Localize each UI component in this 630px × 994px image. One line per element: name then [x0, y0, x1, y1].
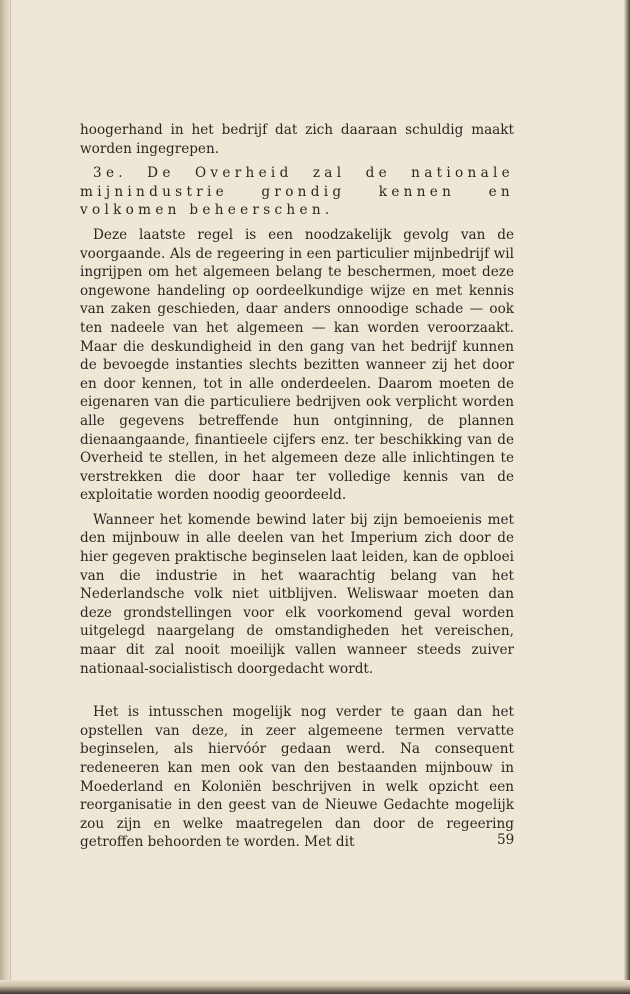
- paragraph-3: Deze laatste regel is een noodzakelijk gevolg van de voorgaande. Als de regeering in een particulier mijnbedrijf wil ingrijpen om het algemeen belang te beschermen, moet deze ongewone handeling op oordeelkundige wijze en met kennis van zaken geschieden, daar anders onnoodige schade — ook ten nadeele van het algemeen — kan worden veroorzaakt. Maar die deskundigheid in den gang van het bedrijf kunnen de bevoegde instanties slechts bezitten wanneer zij het door en door kennen, tot in alle onderdeelen. Daarom moeten de eigenaren van die particuliere bedrijven ook verplicht worden alle gegevens betreffende hun ontginning, de plannen dienaangaande, finantieele cijfers enz. ter beschikking van de Overheid te stellen, in het algemeen deze alle inlichtingen te verstrekken die door haar ter volledige kennis van de exploitatie worden noodig geoordeeld.: [80, 226, 514, 504]
- page-bottom-edge: [0, 980, 630, 994]
- paragraph-5: Het is intusschen mogelijk nog verder te gaan dan het opstellen van deze, in zeer algemeene termen vervatte beginselen, als hiervóór gedaan werd. Na consequent redeneeren kan men ook van den bestaanden mijnbouw in Moederland en Koloniën beschrijven in welk opzicht een reorganisatie in den geest van de Nieuwe Gedachte mogelijk zou zijn en welke maatregelen dan door de regeering getroffen behoorden te worden. Met dit: [80, 704, 514, 851]
- page-number: 59: [497, 832, 515, 848]
- paragraph-4: Wanneer het komende bewind later bij zijn bemoeienis met den mijnbouw in alle deelen van het Imperium zich door de hier gegeven praktische beginselen laat leiden, kan de opbloei van die industrie in het waarachtig belang van het Nederlandsche volk niet uitblijven. Weliswaar moeten dan deze grondstellingen voor elk voorkomend geval worden uitgelegd naargelang de omstandigheden het vereischen, maar dit zal nooit moeilijk vallen wanneer steeds zuiver nationaal-socialistisch doorgedacht wordt.: [80, 511, 514, 677]
- page-right-edge: [624, 0, 630, 994]
- body-text: [80, 121, 514, 852]
- paragraph-1: hoogerhand in het bedrijf dat zich daaraan schuldig maakt worden ingegrepen.: [80, 122, 514, 157]
- paragraph-2-spaced-principle: 3e. De Overheid zal de nationale mijnindustrie grondig kennen en volkomen beheerschen.: [80, 165, 514, 219]
- book-spine-shadow: [0, 0, 11, 994]
